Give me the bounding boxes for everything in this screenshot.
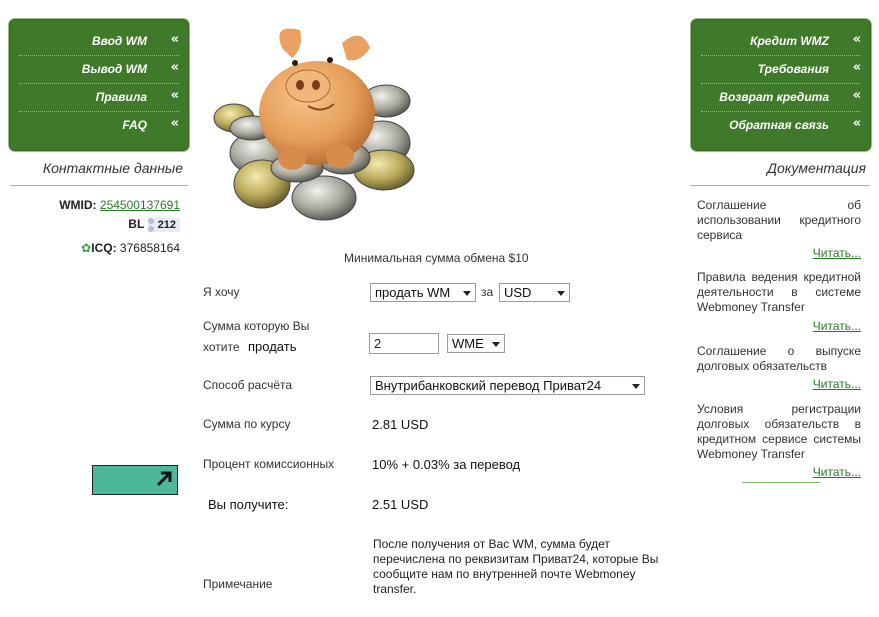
- bl-row: [128, 217, 180, 232]
- menu-item-label: Кредит WMZ: [750, 34, 829, 48]
- menu-item-credit-return[interactable]: [701, 83, 861, 112]
- docs-bottom-divider: [742, 482, 820, 483]
- read-link[interactable]: Читать...: [812, 319, 861, 333]
- contacts-title: Контактные данные: [42, 160, 183, 176]
- amount-label: Сумма которую Вы: [203, 319, 310, 333]
- menu-item-label: Требования: [757, 62, 829, 76]
- rate-label: Сумма по курсу: [203, 417, 291, 431]
- read-link[interactable]: Читать...: [812, 465, 861, 479]
- amount-input[interactable]: 2: [369, 333, 439, 354]
- chevron-left-icon: «: [852, 32, 861, 47]
- currency-select-value: USD: [504, 285, 532, 300]
- method-label: Способ расчёта: [203, 378, 293, 392]
- chevron-left-icon: «: [170, 32, 179, 47]
- receive-label: Вы получите:: [208, 497, 289, 512]
- menu-item-faq[interactable]: [19, 111, 179, 139]
- menu-item-label: Вывод WM: [81, 62, 147, 76]
- want-label: Я хочу: [203, 285, 240, 299]
- note-label: Примечание: [203, 577, 273, 591]
- right-menu: [690, 18, 872, 152]
- menu-item-label: Ввод WM: [91, 34, 147, 48]
- menu-item-output-wm[interactable]: [19, 55, 179, 84]
- menu-item-input-wm[interactable]: [19, 27, 179, 56]
- icq-row: [81, 241, 180, 255]
- commission-value: 10% + 0.03% за перевод: [372, 457, 521, 472]
- wmid-label: WMID:: [59, 198, 97, 212]
- docs-divider: [690, 185, 870, 186]
- menu-item-rules[interactable]: [19, 83, 179, 112]
- chevron-left-icon: «: [852, 116, 861, 131]
- chevron-left-icon: «: [170, 60, 179, 75]
- icq-label: ICQ:: [91, 241, 117, 255]
- note-text: После получения от Вас WM, сумма будет перечислена по реквизитам Приват24, которые Вы сообщите нам по внутренней почте Webmoney transfer.: [373, 537, 659, 596]
- menu-item-label: Правила: [95, 90, 147, 104]
- amount-action: продать: [248, 339, 297, 354]
- receive-value: 2.51 USD: [372, 497, 429, 512]
- menu-item-requirements[interactable]: [701, 55, 861, 84]
- rate-value: 2.81 USD: [372, 417, 429, 432]
- dropdown-caret-icon: [463, 291, 471, 296]
- dropdown-caret-icon: [557, 291, 565, 296]
- doc-item: Условия регистрации долговых обязательств в кредитном сервисе системы Webmoney Transfer: [697, 402, 861, 461]
- action-button[interactable]: [92, 465, 178, 495]
- menu-item-label: Возврат кредита: [719, 90, 829, 104]
- menu-item-label: Обратная связь: [729, 118, 829, 132]
- chevron-left-icon: «: [852, 60, 861, 75]
- payment-method-select[interactable]: [370, 376, 645, 395]
- payment-method-value: Внутрибанковский перевод Приват24: [375, 378, 602, 393]
- docs-title: Документация: [767, 160, 866, 176]
- wmid-row: [59, 198, 180, 212]
- menu-item-feedback[interactable]: [701, 111, 861, 139]
- operation-select-value: продать WM: [375, 285, 451, 300]
- amount-label-line2: хотите: [203, 340, 240, 354]
- purse-select-value: WME: [452, 336, 484, 351]
- wmid-link[interactable]: 254500137691: [99, 198, 180, 212]
- dropdown-caret-icon: [632, 384, 640, 389]
- purse-select[interactable]: [447, 334, 505, 353]
- doc-item: Правила ведения кредитной деятельности в системе Webmoney Transfer: [697, 270, 861, 314]
- icq-flower-icon: ✿: [81, 241, 92, 255]
- left-menu: [8, 18, 190, 152]
- read-link[interactable]: Читать...: [812, 246, 861, 260]
- doc-item: Соглашение об использовании кредитного сервиса: [697, 198, 861, 242]
- read-link[interactable]: Читать...: [812, 377, 861, 391]
- piggy-bank-coins-image: [212, 18, 422, 223]
- menu-item-credit-wmz[interactable]: [701, 27, 861, 56]
- dropdown-caret-icon: [492, 342, 500, 347]
- chevron-left-icon: «: [852, 88, 861, 103]
- for-label: за: [481, 285, 494, 299]
- chevron-left-icon: «: [170, 116, 179, 131]
- currency-select[interactable]: [499, 283, 570, 302]
- commission-label: Процент комиссионных: [203, 457, 335, 471]
- arrow-up-right-icon: [154, 469, 174, 489]
- chevron-left-icon: «: [170, 88, 179, 103]
- menu-item-label: FAQ: [122, 118, 147, 132]
- operation-select[interactable]: [370, 283, 476, 302]
- bl-badge: 212: [148, 218, 180, 232]
- bl-label: BL: [128, 217, 145, 231]
- doc-item: Соглашение о выпуске долговых обязательств: [697, 344, 861, 373]
- contacts-divider: [10, 185, 188, 186]
- min-sum-note: Минимальная сумма обмена $10: [344, 251, 529, 265]
- icq-value: 376858164: [119, 241, 180, 255]
